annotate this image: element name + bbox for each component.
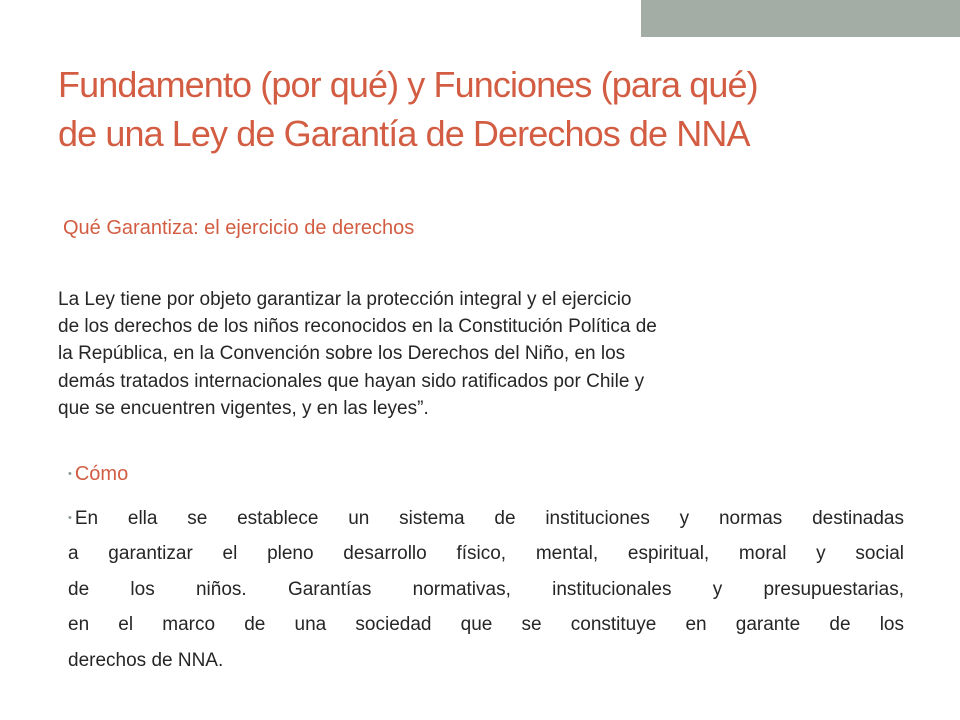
bullet-body-line — [68, 501, 904, 536]
slide-title-line-1: Fundamento (por qué) y Funciones (para qué) — [58, 64, 758, 105]
intro-line: que se encuentren vigentes, y en las leyes”. — [58, 397, 429, 419]
intro-line: la República, en la Convención sobre los Derechos del Niño, en los — [58, 343, 626, 365]
intro-line: La Ley tiene por objeto garantizar la protección integral y el ejercicio — [58, 289, 632, 310]
slide-title-line-2: de una Ley de Garantía de Derechos de NNA — [58, 113, 750, 154]
bullet-dot-icon: • — [68, 468, 72, 480]
bullet-body-text: En ella se establece un sistema de instituciones y normas destinadas — [74, 508, 904, 529]
intro-line: demás tratados internacionales que hayan sido ratificados por Chile y — [58, 370, 645, 392]
slide-title — [58, 60, 938, 158]
bullet-item-description — [68, 501, 904, 678]
bullet-item-como — [68, 460, 904, 488]
bullet-body-line: derechos de NNA. — [68, 649, 224, 671]
como-label: Cómo — [74, 463, 129, 485]
bullet-dot-icon: • — [68, 512, 72, 524]
bullet-list — [68, 460, 904, 678]
corner-accent-block — [641, 0, 960, 37]
bullet-body-line: a garantizar el pleno desarrollo físico, mental, espiritual, moral y social — [68, 543, 904, 565]
intro-paragraph — [58, 286, 898, 422]
bullet-body-line: de los niños. Garantías normativas, institucionales y presupuestarias, — [68, 578, 904, 600]
slide-subtitle: Qué Garantiza: el ejercicio de derechos — [63, 217, 415, 239]
intro-line: de los derechos de los niños reconocidos en la Constitución Política de — [58, 316, 657, 338]
bullet-body-line: en el marco de una sociedad que se constituye en garante de los — [68, 614, 904, 636]
